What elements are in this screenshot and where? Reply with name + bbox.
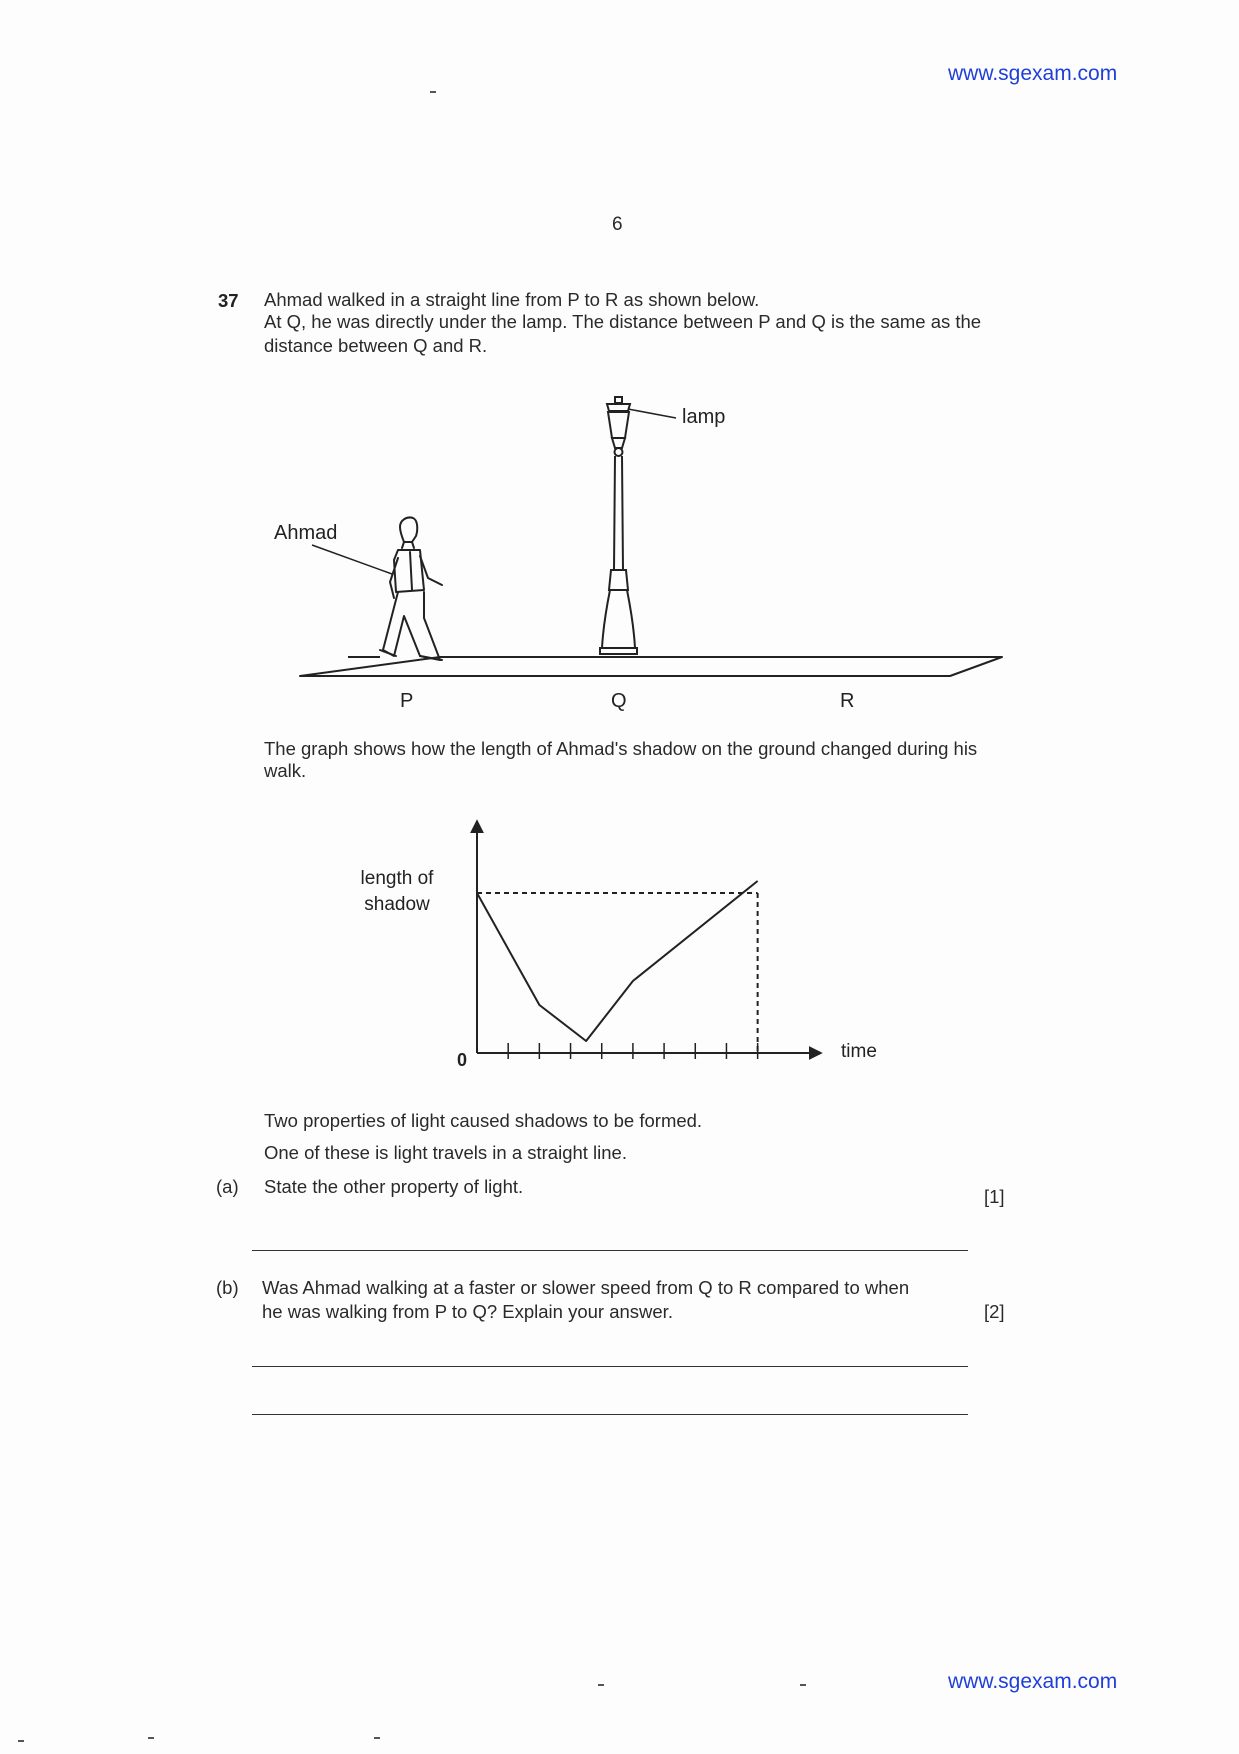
shadow-length-graph xyxy=(300,810,920,1090)
question-number: 37 xyxy=(218,290,239,311)
scan-speck xyxy=(430,91,436,93)
point-p-label: P xyxy=(400,690,414,712)
lamp-label: lamp xyxy=(682,406,726,428)
properties-line-2: One of these is light travels in a straight line. xyxy=(264,1142,627,1163)
part-a-answer-line[interactable] xyxy=(252,1250,968,1251)
scan-speck xyxy=(148,1737,154,1739)
part-b-answer-line-2[interactable] xyxy=(252,1414,968,1415)
part-a-label: (a) xyxy=(216,1176,239,1197)
website-header[interactable]: www.sgexam.com xyxy=(948,62,1118,85)
part-b-label: (b) xyxy=(216,1277,239,1298)
x-axis-ticks xyxy=(508,1043,757,1059)
dashed-reference-lines xyxy=(477,893,758,1053)
walk-scene-illustration xyxy=(0,0,1239,760)
properties-line-1: Two properties of light caused shadows to be formed. xyxy=(264,1110,703,1131)
question-line-1: Ahmad walked in a straight line from P to R as shown below. xyxy=(264,289,760,310)
part-b-answer-line-1[interactable] xyxy=(252,1366,968,1367)
lamp-leader-line xyxy=(628,409,676,418)
part-b-line-1: Was Ahmad walking at a faster or slower speed from Q to R compared to when xyxy=(262,1277,910,1298)
lamp-post xyxy=(600,397,637,654)
scan-speck xyxy=(374,1737,380,1739)
point-q-label: Q xyxy=(611,690,627,712)
shadow-length-line xyxy=(477,881,758,1041)
website-footer[interactable]: www.sgexam.com xyxy=(948,1670,1118,1693)
graph-intro-line-1: The graph shows how the length of Ahmad's shadow on the ground changed during his xyxy=(264,738,978,759)
page-number: 6 xyxy=(612,214,623,235)
y-axis-label-line-2: shadow xyxy=(364,894,430,915)
scan-speck xyxy=(598,1684,604,1686)
graph-intro-line-2: walk. xyxy=(264,760,307,781)
question-line-2: At Q, he was directly under the lamp. The distance between P and Q is the same as the xyxy=(264,311,982,332)
scan-speck xyxy=(800,1684,806,1686)
x-axis-label: time xyxy=(841,1041,877,1062)
origin-label: 0 xyxy=(457,1050,468,1070)
y-axis-label-line-1: length of xyxy=(360,868,434,889)
ground-path xyxy=(300,657,1002,676)
part-b-line-2: he was walking from P to Q? Explain your answer. xyxy=(262,1301,673,1322)
question-line-3: distance between Q and R. xyxy=(264,335,488,356)
part-b-marks: [2] xyxy=(984,1301,1005,1322)
person-ahmad xyxy=(380,517,442,660)
point-r-label: R xyxy=(840,690,855,712)
ahmad-leader-line xyxy=(312,545,392,574)
ahmad-label: Ahmad xyxy=(274,522,338,544)
part-a-marks: [1] xyxy=(984,1186,1005,1207)
scan-speck xyxy=(18,1740,24,1742)
shadow-series xyxy=(477,881,758,1041)
part-a-question: State the other property of light. xyxy=(264,1176,524,1197)
